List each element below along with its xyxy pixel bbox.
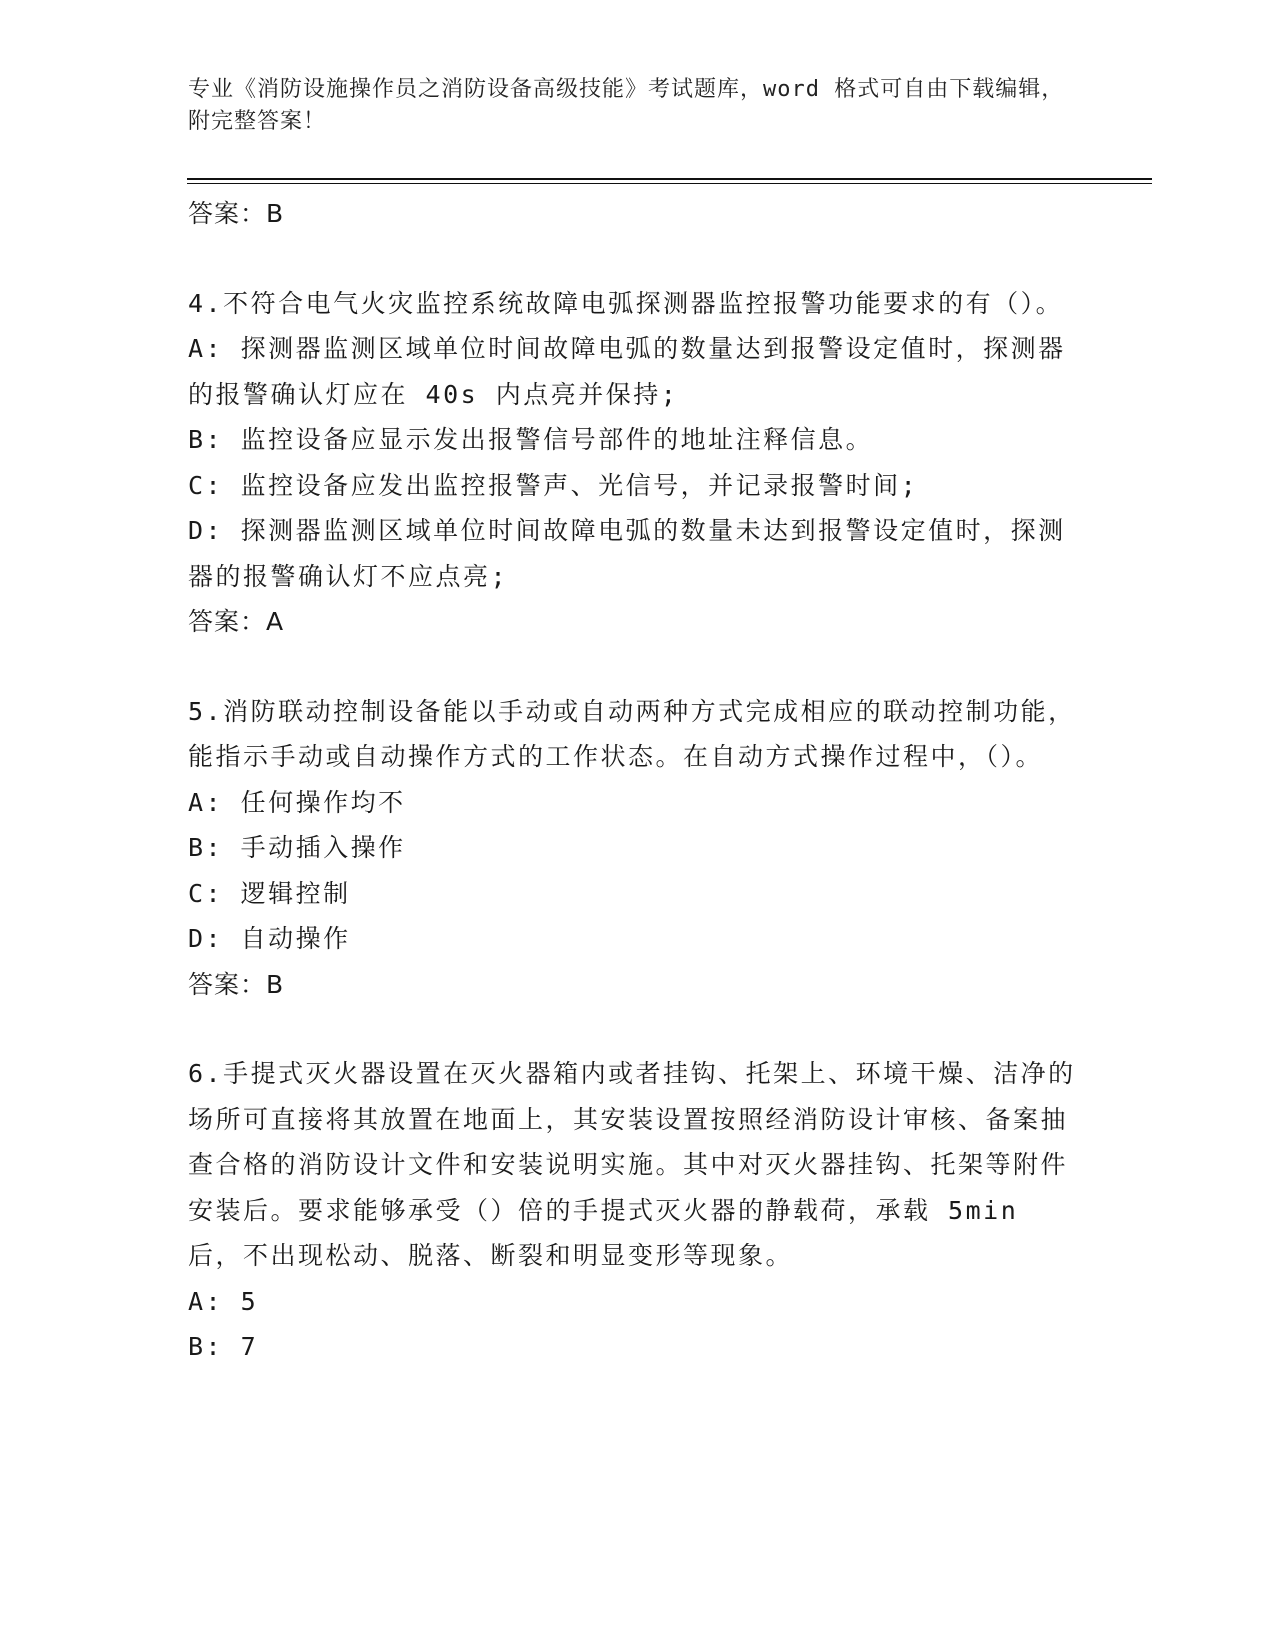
question-text-5: 5.消防联动控制设备能以手动或自动两种方式完成相应的联动控制功能，能指示手动或自动操作方式的工作状态。在自动方式操作过程中，（）。 xyxy=(188,696,1076,771)
question-text-6: 6.手提式灭火器设置在灭火器箱内或者挂钩、托架上、环境干燥、洁净的场所可直接将其放置在地面上，其安装设置按照经消防设计审核、备案抽查合格的消防设计文件和安装说明实施。其中对灭火器挂钩、托架等附件安装后。要求能够承受（）倍的手提式灭火器的静载荷，承载 5min 后，不出现松动、脱落、断裂和明显变形等现象。 xyxy=(188,1059,1076,1270)
option-5-c: C: 逻辑控制 xyxy=(188,878,351,908)
answer-5: 答案：B xyxy=(188,969,285,999)
option-5-a: A: 任何操作均不 xyxy=(188,787,406,817)
option-5-d: D: 自动操作 xyxy=(188,924,351,953)
answer-4: 答案：A xyxy=(188,607,285,636)
option-6-a: A: 5 xyxy=(188,1286,259,1316)
question-text-4: 4.不符合电气火灾监控系统故障电弧探测器监控报警功能要求的有（）。 xyxy=(188,288,1064,318)
option-4-d: D: 探测器监测区域单位时间故障电弧的数量未达到报警设定值时，探测器的报警确认灯不应点亮; xyxy=(188,516,1066,591)
option-4-c: C: 监控设备应发出监控报警声、光信号，并记录报警时间; xyxy=(188,470,919,500)
header-divider-thick xyxy=(187,178,1152,180)
answer-3: 答案：B xyxy=(188,199,285,228)
option-4-b: B: 监控设备应显示发出报警信号部件的地址注释信息。 xyxy=(188,425,874,454)
option-4-a: A: 探测器监测区域单位时间故障电弧的数量达到报警设定值时，探测器的报警确认灯应在 40s 内点亮并保持; xyxy=(188,334,1066,409)
question-block-5 xyxy=(188,689,1088,1008)
document-header: 专业《消防设施操作员之消防设备高级技能》考试题库，word 格式可自由下载编辑，附完整答案！ xyxy=(188,77,1065,134)
header-divider-thin xyxy=(187,183,1152,184)
option-6-b: B: 7 xyxy=(188,1332,259,1361)
question-block-6 xyxy=(188,1051,1088,1370)
question-list xyxy=(188,191,1088,1370)
question-block-4 xyxy=(188,281,1088,645)
option-5-b: B: 手动插入操作 xyxy=(188,833,406,862)
